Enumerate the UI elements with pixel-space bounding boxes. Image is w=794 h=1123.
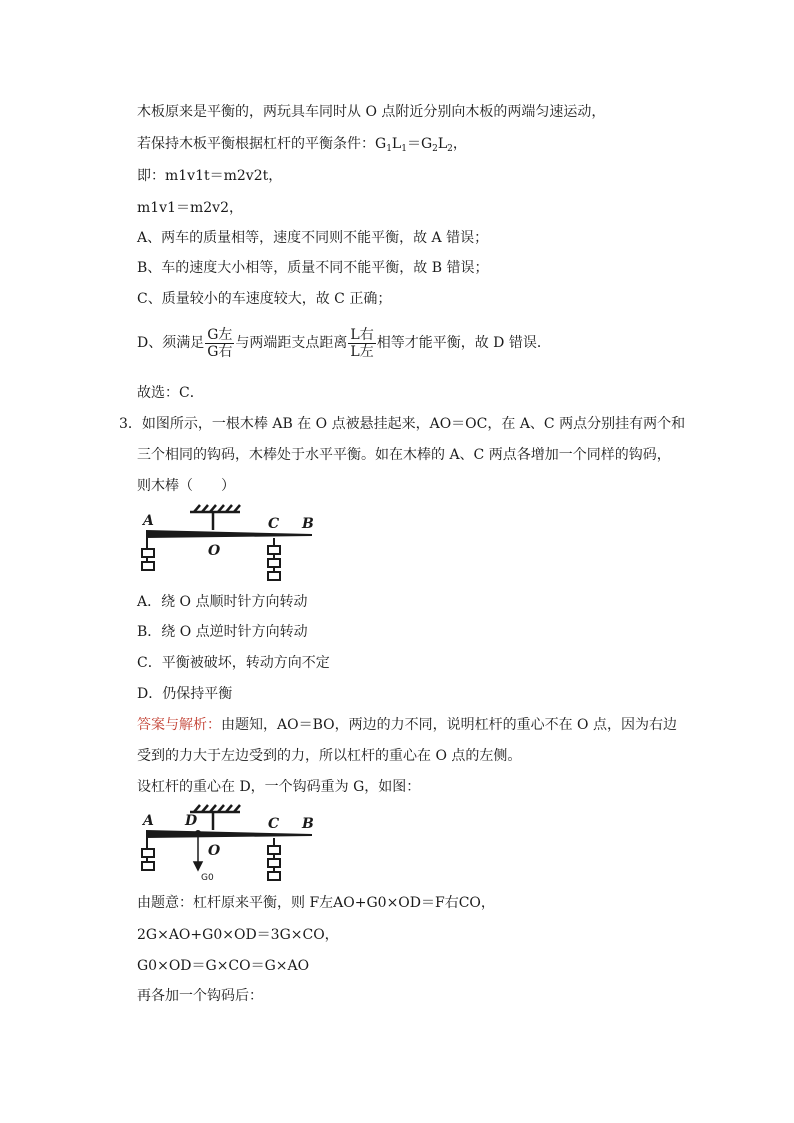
label-g0: G0 — [201, 873, 214, 883]
text-line: 再各加一个钩码后： — [137, 988, 263, 1004]
text-line — [137, 134, 467, 159]
fraction-numerator: G左 — [207, 326, 233, 343]
fraction — [205, 327, 234, 360]
weights-left — [142, 838, 154, 870]
weights-left — [142, 538, 154, 570]
text-span: 若保持木板平衡根据杠杆的平衡条件： — [137, 136, 375, 152]
answer-label: 答案与解析： — [137, 717, 221, 733]
weights-right — [268, 538, 280, 580]
option-a: A．绕 O 点顺时针方向转动 — [137, 594, 308, 610]
fraction-numerator: L右 — [350, 326, 374, 343]
text-line: 受到的力大于左边受到的力，所以杠杆的重心在 O 点的左侧。 — [137, 748, 522, 764]
text-span: 与两端距支点距离 — [235, 335, 348, 351]
option-c: C．平衡被破坏，转动方向不定 — [137, 655, 330, 671]
text-line: A、两车的质量相等，速度不同则不能平衡，故 A 错误； — [137, 230, 489, 246]
label-d: D — [185, 813, 198, 829]
label-c: C — [268, 516, 280, 532]
label-c: C — [268, 816, 280, 832]
lever-diagram-with-center — [140, 800, 320, 884]
gravity-arrow — [194, 834, 202, 870]
lever-bar — [146, 830, 312, 838]
text-line: 三个相同的钩码，木棒处于水平平衡。如在木棒的 A、C 两点各增加一个同样的钩码， — [137, 447, 671, 463]
text-span: D、须满足 — [137, 335, 205, 351]
question-number: 3． — [119, 416, 142, 432]
lever-diagram — [140, 503, 320, 585]
label-o: O — [208, 543, 221, 559]
text-line: C、质量较小的车速度较大，故 C 正确； — [137, 291, 392, 307]
text-line — [137, 324, 551, 362]
label-a: A — [143, 813, 154, 829]
text-line: 即：m1v1t＝m2v2t， — [137, 168, 283, 184]
text-span: 由题知，AO＝BO，两边的力不同，说明杠杆的重心不在 O 点，因为右边 — [221, 717, 677, 733]
label-b: B — [302, 816, 314, 832]
text-line: 木板原来是平衡的，两玩具车同时从 O 点附近分别向木板的两端匀速运动， — [137, 104, 606, 120]
text-line: 由题意：杠杆原来平衡，则 F左AO+G0×OD＝F右CO， — [137, 895, 495, 911]
text-line: m1v1＝m2v2， — [137, 200, 243, 216]
option-b: B．绕 O 点逆时针方向转动 — [137, 624, 308, 640]
fraction-denominator: L左 — [350, 343, 374, 360]
text-line: 故选：C． — [137, 385, 204, 401]
label-a: A — [143, 513, 154, 529]
option-d: D．仍保持平衡 — [137, 686, 233, 702]
label-b: B — [302, 516, 314, 532]
text-line: 2G×AO+G0×OD＝3G×CO， — [137, 927, 339, 943]
text-line: 设杠杆的重心在 D，一个钩码重为 G，如图： — [137, 779, 421, 795]
text-span: 相等才能平衡，故 D 错误． — [376, 335, 551, 351]
text-span: 如图所示，一根木棒 AB 在 O 点被悬挂起来，AO＝OC，在 A、C 两点分别挂有两个和 — [141, 416, 686, 432]
answer-line — [137, 715, 677, 735]
text-line: G0×OD＝G×CO＝G×AO — [137, 958, 310, 974]
fraction — [348, 327, 375, 360]
label-o: O — [208, 843, 221, 859]
text-line: 则木棒（ ） — [137, 478, 235, 494]
text-line: B、车的速度大小相等，质量不同不能平衡，故 B 错误； — [137, 260, 489, 276]
lever-bar — [146, 530, 312, 538]
lever-formula: $G_1L_1=G_2L_2$， — [375, 136, 467, 154]
weights-right — [268, 838, 280, 880]
question-stem — [119, 414, 685, 434]
ceiling-support — [190, 505, 240, 530]
fraction-denominator: G右 — [207, 343, 233, 360]
ceiling-support — [190, 805, 240, 830]
